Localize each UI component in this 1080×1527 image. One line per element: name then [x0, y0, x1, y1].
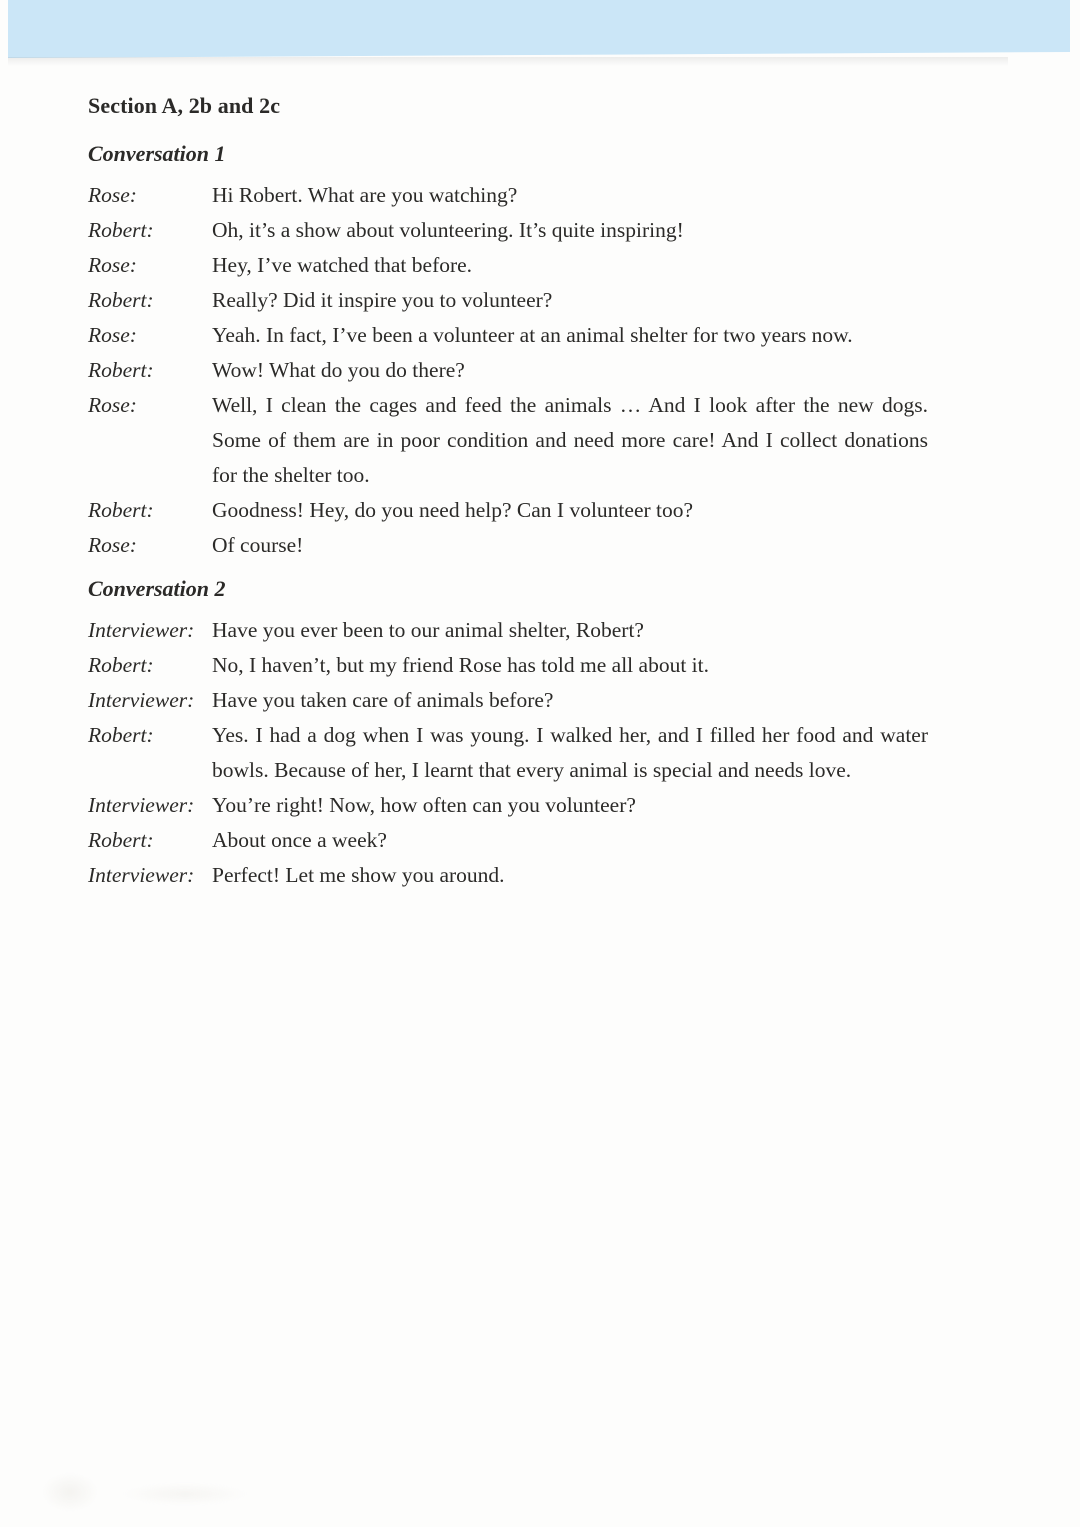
speech-text: Perfect! Let me show you around. — [212, 863, 505, 887]
page-content — [88, 92, 928, 893]
dialogue-row — [88, 683, 928, 718]
speech-text: Wow! What do you do there? — [212, 358, 465, 382]
dialogue-row — [88, 353, 928, 388]
scan-shadow — [8, 57, 1008, 66]
dialogue-row — [88, 648, 928, 683]
speech-text: Have you taken care of animals before? — [212, 688, 554, 712]
speaker-label: Robert: — [88, 498, 154, 522]
speech-text: Yes. I had a dog when I was young. I walked her, and I filled her food and water bowls. Because of her, I learnt that every animal is special and needs love. — [212, 723, 928, 782]
speaker-label: Rose: — [88, 183, 137, 207]
speaker-label: Robert: — [88, 653, 154, 677]
dialogue-row — [88, 858, 928, 893]
speaker-label: Rose: — [88, 323, 137, 347]
conversation-2 — [88, 575, 928, 893]
dialogue-row — [88, 318, 928, 353]
speaker-label: Rose: — [88, 253, 137, 277]
dialogue-row — [88, 823, 928, 858]
dialogue-row — [88, 493, 928, 528]
conversation-1-title: Conversation 1 — [88, 141, 226, 166]
speech-text: Well, I clean the cages and feed the animals … And I look after the new dogs. Some of them are in poor condition and need more care! And I collect donations for the shelter too. — [212, 393, 928, 487]
speech-text: Hi Robert. What are you watching? — [212, 183, 518, 207]
speech-text: You’re right! Now, how often can you volunteer? — [212, 793, 636, 817]
speech-text: Yeah. In fact, I’ve been a volunteer at an animal shelter for two years now. — [212, 323, 853, 347]
speaker-label: Interviewer: — [88, 688, 195, 712]
speaker-label: Rose: — [88, 393, 137, 417]
speaker-label: Robert: — [88, 723, 154, 747]
dialogue-row — [88, 613, 928, 648]
faint-watermark — [0, 1462, 270, 1522]
speaker-label: Interviewer: — [88, 793, 195, 817]
speech-text: No, I haven’t, but my friend Rose has told me all about it. — [212, 653, 709, 677]
dialogue-row — [88, 213, 928, 248]
speech-text: Hey, I’ve watched that before. — [212, 253, 473, 277]
dialogue-row — [88, 388, 928, 493]
dialogue-row — [88, 283, 928, 318]
speech-text: Of course! — [212, 533, 304, 557]
speaker-label: Robert: — [88, 288, 154, 312]
speaker-label: Rose: — [88, 533, 137, 557]
speech-text: About once a week? — [212, 828, 387, 852]
section-heading: Section A, 2b and 2c — [88, 93, 281, 118]
speech-text: Really? Did it inspire you to volunteer? — [212, 288, 553, 312]
speaker-label: Robert: — [88, 218, 154, 242]
conversation-1 — [88, 140, 928, 563]
speech-text: Goodness! Hey, do you need help? Can I volunteer too? — [212, 498, 694, 522]
dialogue-row — [88, 178, 928, 213]
speaker-label: Interviewer: — [88, 863, 195, 887]
dialogue-row — [88, 788, 928, 823]
conversation-2-title: Conversation 2 — [88, 576, 226, 601]
dialogue-row — [88, 528, 928, 563]
page-top-accent-band — [8, 0, 1070, 58]
dialogue-row — [88, 718, 928, 788]
speaker-label: Robert: — [88, 358, 154, 382]
speech-text: Oh, it’s a show about volunteering. It’s quite inspiring! — [212, 218, 684, 242]
speaker-label: Interviewer: — [88, 618, 195, 642]
speech-text: Have you ever been to our animal shelter, Robert? — [212, 618, 644, 642]
speaker-label: Robert: — [88, 828, 154, 852]
dialogue-row — [88, 248, 928, 283]
